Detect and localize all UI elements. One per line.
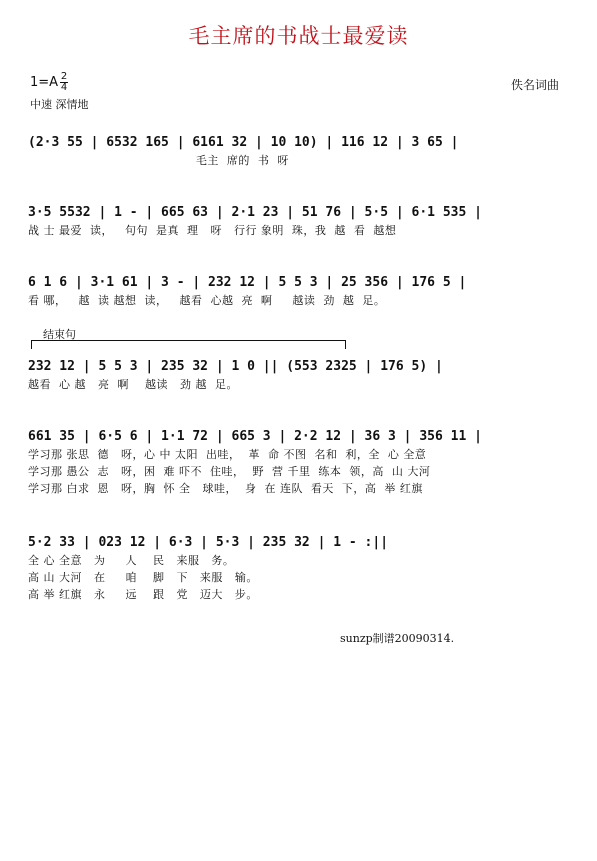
score-row — [28, 534, 568, 603]
meter-bottom: 4 — [60, 82, 68, 93]
score-row — [28, 204, 568, 239]
lyric-line: 越看 心 越 亮 啊 越读 劲 越 足。 — [28, 378, 238, 391]
time-signature — [60, 72, 68, 93]
transcriber-signature: sunzp制谱20090314. — [340, 632, 455, 645]
lyric-line-verse-1: 学习那 张思 德 呀，心 中 太阳 出哇， 革 命 不图 名和 利，全 心 全意 — [28, 448, 427, 461]
key-label: 1=A — [30, 75, 59, 90]
lyric-line-verse-2: 高 山 大河 在 咱 脚 下 来服 输。 — [28, 571, 258, 584]
lyric-line-verse-1: 全 心 全意 为 人 民 来服 务。 — [28, 554, 235, 567]
lyric-line-verse-3: 高 举 红旗 永 远 跟 党 迈大 步。 — [28, 588, 258, 601]
notation-line: 232 12 | 5 5 3 | 235 32 | 1 0 || (553 2325 | 176 5) | — [28, 359, 443, 374]
tempo-marking: 中速 深情地 — [30, 98, 89, 111]
meter-top: 2 — [60, 71, 68, 82]
notation-line: 5·2 33 | 023 12 | 6·3 | 5·3 | 235 32 | 1 - :|| — [28, 535, 389, 550]
notation-line: 3·5 5532 | 1 - | 665 63 | 2·1 23 | 51 76 | 5·5 | 6·1 535 | — [28, 205, 482, 220]
score-row — [28, 428, 568, 497]
notation-line: 661 35 | 6·5 6 | 1·1 72 | 665 3 | 2·2 12 | 36 3 | 356 11 | — [28, 429, 482, 444]
key-signature — [30, 72, 68, 93]
ending-bracket — [31, 340, 346, 349]
score-row — [28, 134, 568, 169]
song-title: 毛主席的书战士最爱读 — [188, 24, 409, 48]
lyric-line-verse-3: 学习那 白求 恩 呀，胸 怀 全 球哇， 身 在 连队 看天 下，高 举 红旗 — [28, 482, 423, 495]
notation-line: (2·3 55 | 6532 165 | 6161 32 | 10 10) | 116 12 | 3 65 | — [28, 135, 459, 150]
lyric-line: 毛主 席的 书 呀 — [28, 154, 289, 167]
lyric-line-verse-2: 学习那 愚公 志 呀，困 难 吓不 住哇， 野 营 千里 练本 领，高 山 大河 — [28, 465, 431, 478]
composer-credit: 佚名词曲 — [510, 78, 559, 92]
lyric-line: 看 哪， 越 读 越想 读， 越看 心越 亮 啊 越读 劲 越 足。 — [28, 294, 386, 307]
score-row — [28, 274, 568, 309]
score-row — [28, 358, 568, 393]
lyric-line: 战 士 最爱 读， 句句 是真 理 呀 行行 象明 珠，我 越 看 越想 — [28, 224, 397, 237]
notation-line: 6 1 6 | 3·1 61 | 3 - | 232 12 | 5 5 3 | 25 356 | 176 5 | — [28, 275, 467, 290]
ending-section-label: 结束句 — [43, 328, 76, 341]
